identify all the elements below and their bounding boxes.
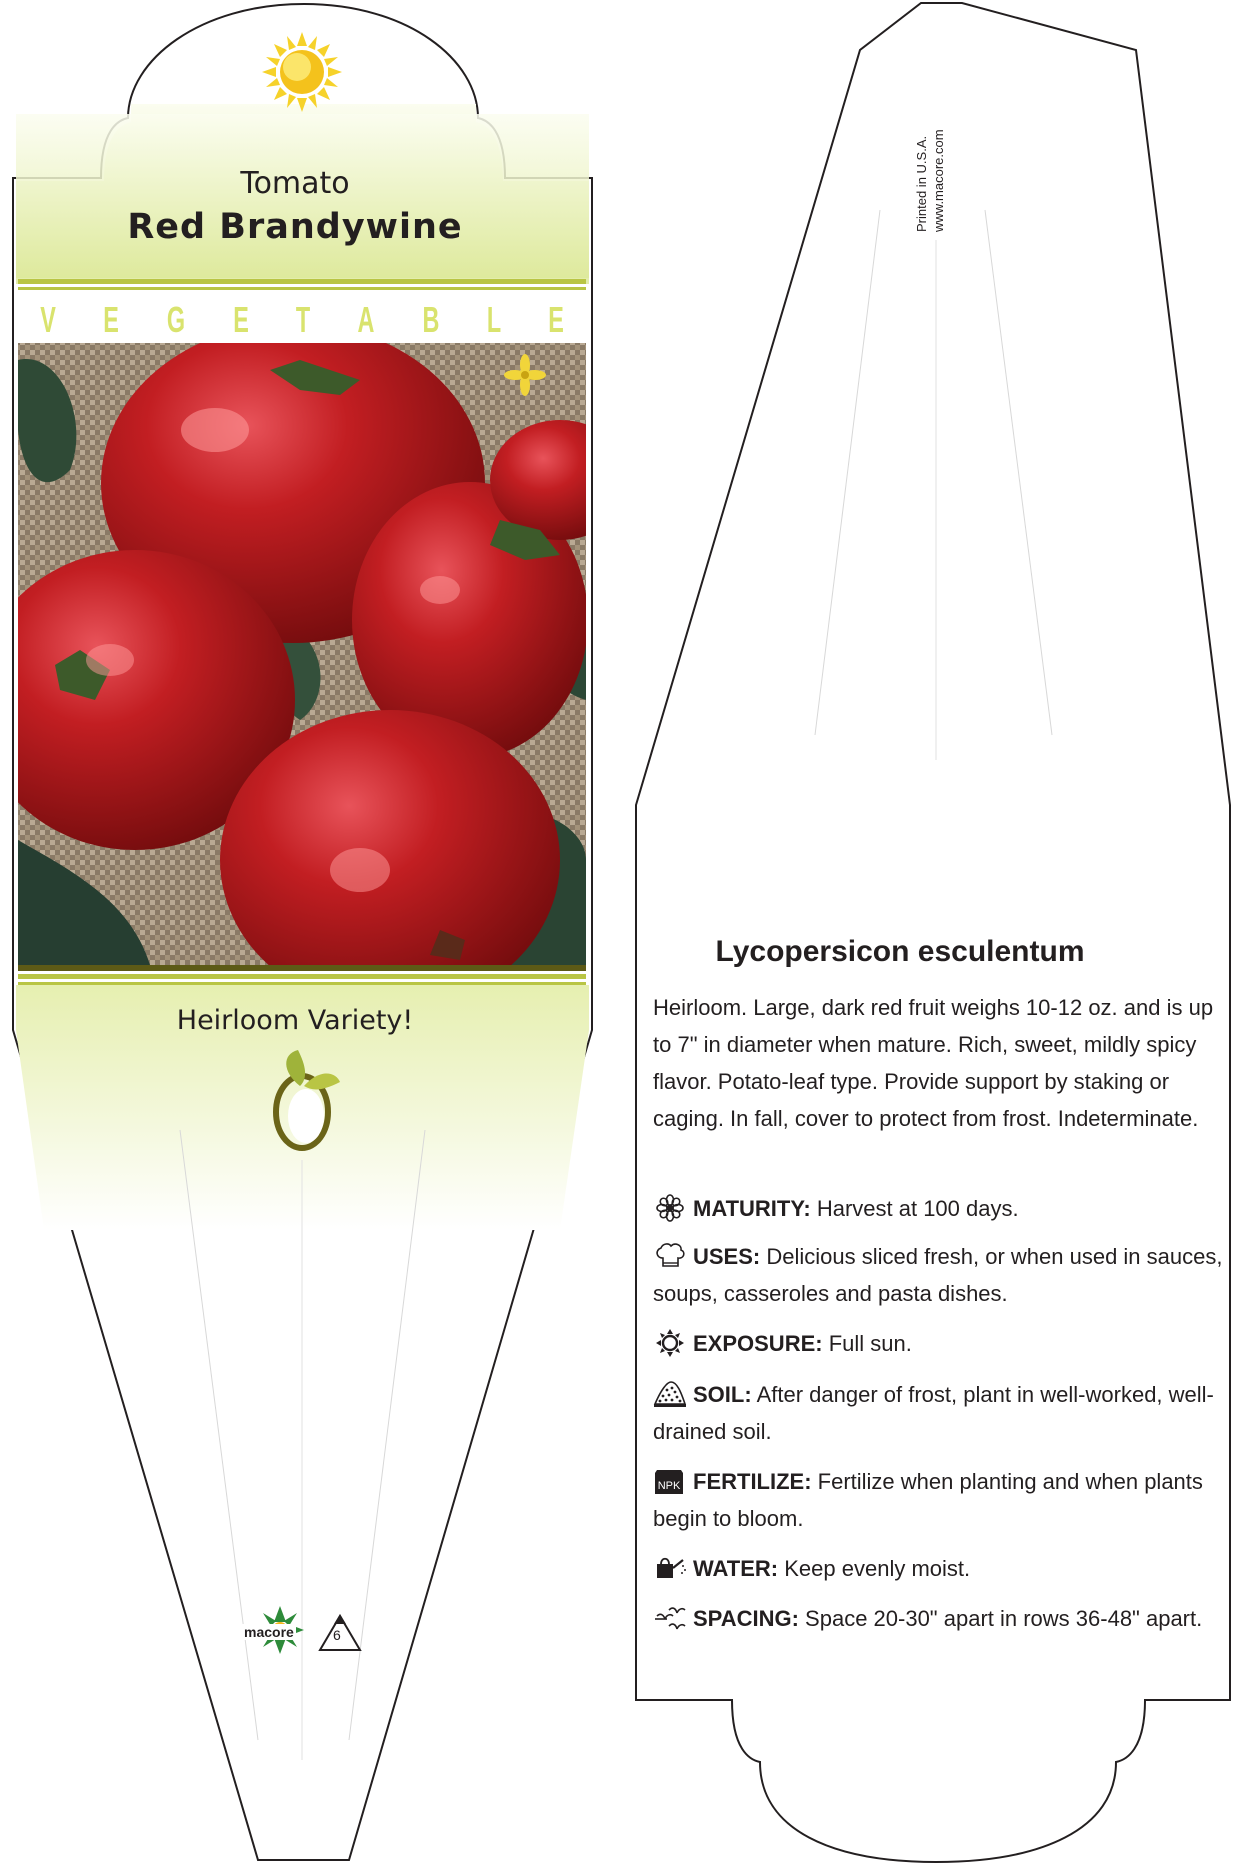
brand-logo-text: macore — [244, 1624, 294, 1640]
info-text: Full sun. — [822, 1331, 912, 1356]
info-text: Fertilize when planting and when plants begin to bloom. — [653, 1469, 1203, 1531]
info-text: After danger of frost, plant in well-worked, well-drained soil. — [653, 1382, 1214, 1444]
info-text: Delicious sliced fresh, or when used in sauces, soups, casseroles and pasta dishes. — [653, 1244, 1223, 1306]
info-exposure — [653, 1325, 1223, 1362]
npk-bag-icon — [653, 1467, 687, 1495]
sun-outline-icon — [653, 1329, 687, 1357]
category-letter: L — [486, 299, 502, 340]
category-letter: E — [103, 299, 119, 340]
info-label: SOIL: — [693, 1382, 752, 1407]
info-label: SPACING: — [693, 1606, 799, 1631]
chef-hat-icon — [653, 1242, 687, 1270]
soil-pile-icon — [653, 1380, 687, 1408]
printed-line: www.macore.com — [931, 129, 946, 232]
scientific-name: Lycopersicon esculentum — [715, 935, 1085, 968]
category-letter: V — [40, 299, 56, 340]
info-fertilize — [653, 1463, 1223, 1537]
info-text: Harvest at 100 days. — [810, 1196, 1019, 1221]
info-maturity — [653, 1190, 1223, 1227]
info-spacing — [653, 1600, 1223, 1637]
variety-name: Red Brandywine — [127, 207, 463, 247]
spacing-sprouts-icon — [653, 1604, 687, 1632]
info-label: FERTILIZE: — [693, 1469, 812, 1494]
npk-label: NPK — [657, 1480, 681, 1492]
info-label: EXPOSURE: — [693, 1331, 823, 1356]
info-water — [653, 1550, 1223, 1587]
category-letter: A — [357, 299, 375, 340]
info-label: WATER: — [693, 1556, 779, 1581]
printed-line: Printed in U.S.A. — [914, 135, 929, 232]
category-letter: G — [166, 299, 186, 340]
info-uses — [653, 1238, 1223, 1312]
info-text: Keep evenly moist. — [778, 1556, 971, 1581]
category-letter: T — [295, 299, 311, 340]
description: Heirloom. Large, dark red fruit weighs 10-12 oz. and is up to 7" in diameter when mature. Rich, sweet, mildly spicy flavor. Potato-leaf type. Provide support by staking or caging. In fall, cover to protect from frost. Indeterminate. — [653, 995, 1214, 1131]
tagline: Heirloom Variety! — [176, 1005, 414, 1036]
watering-can-icon — [653, 1554, 687, 1582]
flower-icon — [653, 1194, 687, 1222]
info-label: MATURITY: — [693, 1196, 811, 1221]
recycle-code: 6 — [333, 1627, 341, 1643]
info-label: USES: — [693, 1244, 761, 1269]
printed-note — [893, 84, 1013, 234]
category-letter: E — [548, 299, 564, 340]
category-letter: E — [233, 299, 249, 340]
info-text: Space 20-30" apart in rows 36-48" apart. — [798, 1606, 1203, 1631]
common-name: Tomato — [240, 166, 350, 201]
info-soil — [653, 1376, 1223, 1450]
category-letter: B — [422, 299, 440, 340]
